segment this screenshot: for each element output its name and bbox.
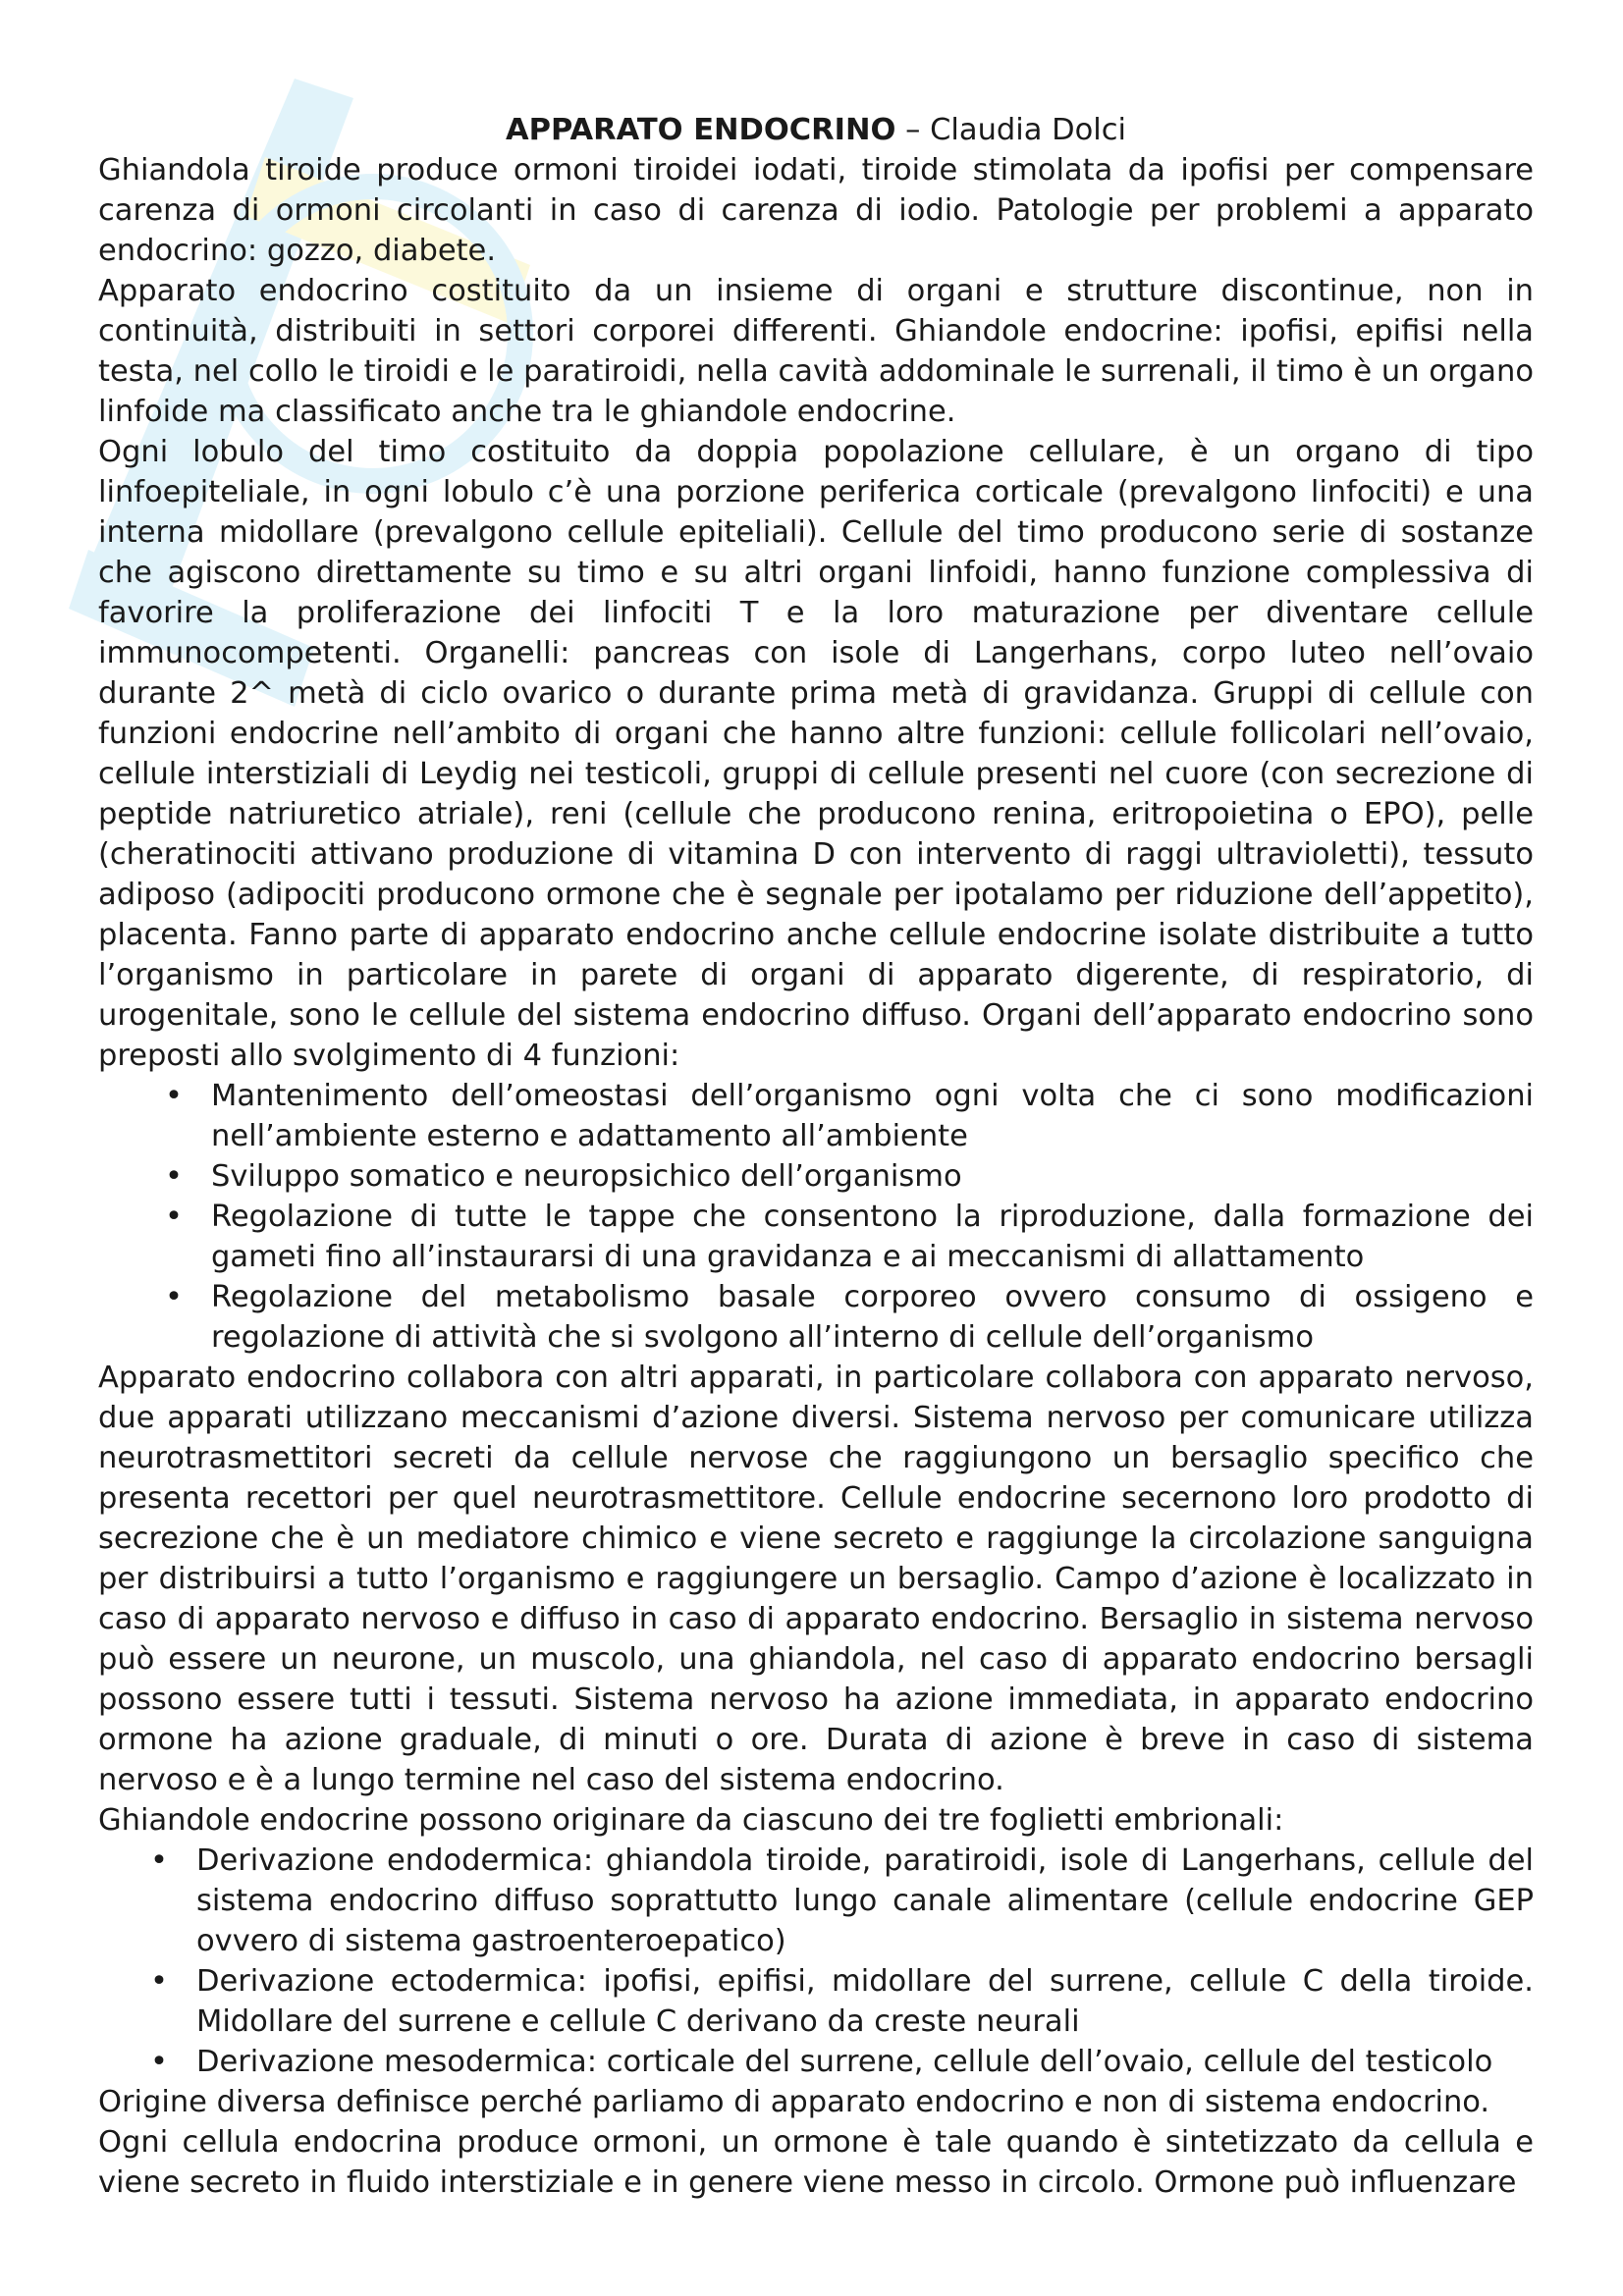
list-item <box>98 2042 1534 2082</box>
list-item <box>98 1156 1534 1197</box>
document-page <box>98 110 1534 2203</box>
list-item <box>98 1076 1534 1156</box>
bullet-icon: • <box>165 1280 183 1314</box>
list-item <box>98 1841 1534 1961</box>
list-item-text: Regolazione di tutte le tappe che consentono la riproduzione, dalla formazione dei gameti fino all’instaurarsi di una gravidanza e ai meccanismi di allattamento <box>211 1200 1534 1274</box>
bullet-icon: • <box>150 2045 168 2079</box>
paragraph-endocrine-organs: Apparato endocrino costituito da un insieme di organi e strutture discontinue, non in continuità, distribuiti in settori corporei differenti. Ghiandole endocrine: ipofisi, epifisi nella testa, nel collo le tiroidi e le paratiroidi, nella cavità addominale le surrenali, il timo è un organo linfoide ma classificato anche tra le ghiandole endocrine. <box>98 274 1534 429</box>
bullet-icon: • <box>165 1159 183 1194</box>
paragraph-thyroid-intro: Ghiandola tiroide produce ormoni tiroidei iodati, tiroide stimolata da ipofisi per compensare carenza di ormoni circolanti in caso di carenza di iodio. Patologie per problemi a apparato endocrino: gozzo, diabete. <box>98 153 1534 268</box>
title-main: APPARATO ENDOCRINO <box>506 113 896 147</box>
bullet-icon: • <box>150 1964 168 1999</box>
paragraph-origin-note: Origine diversa definisce perché parliamo di apparato endocrino e non di sistema endocrino. <box>98 2085 1490 2119</box>
list-item <box>98 1197 1534 1277</box>
bullet-icon: • <box>165 1079 183 1113</box>
list-item-text: Regolazione del metabolismo basale corporeo ovvero consumo di ossigeno e regolazione di attività che si svolgono all’interno di cellule dell’organismo <box>211 1280 1534 1355</box>
origin-list <box>98 1841 1534 2082</box>
bullet-icon: • <box>165 1200 183 1234</box>
list-item-text: Sviluppo somatico e neuropsichico dell’organismo <box>211 1159 962 1194</box>
functions-list <box>98 1076 1534 1358</box>
paragraph-thymus-cells: Ogni lobulo del timo costituito da doppia popolazione cellulare, è un organo di tipo linfoepiteliale, in ogni lobulo c’è una porzione periferica corticale (prevalgono linfociti) e una interna midollare (prevalgono cellule epiteliali). Cellule del timo producono serie di sostanze che agiscono direttamente su timo e su altri organi linfoidi, hanno funzione complessiva di favorire la proliferazione dei linfociti T e la loro maturazione per diventare cellule immunocompetenti. Organelli: pancreas con isole di Langerhans, corpo luteo nell’ovaio durante 2^ metà di ciclo ovarico o durante prima metà di gravidanza. Gruppi di cellule con funzioni endocrine nell’ambito di organi che hanno altre funzioni: cellule follicolari nell’ovaio, cellule interstiziali di Leydig nei testicoli, gruppi di cellule presenti nel cuore (con secrezione di peptide natriuretico atriale), reni (cellule che producono renina, eritropoietina o EPO), pelle (cheratinociti attivano produzione di vitamina D con intervento di raggi ultravioletti), tessuto adiposo (adipociti producono ormone che è segnale per ipotalamo per riduzione dell’appetito), placenta. Fanno parte di apparato endocrino anche cellule endocrine isolate distribuite a tutto l’organismo in particolare in parete di organi di apparato digerente, di respiratorio, di urogenitale, sono le cellule del sistema endocrino diffuso. Organi dell’apparato endocrino sono preposti allo svolgimento di 4 funzioni: <box>98 435 1534 1073</box>
title-author: – Claudia Dolci <box>895 113 1126 147</box>
list-item-text: Mantenimento dell’omeostasi dell’organismo ogni volta che ci sono modificazioni nell’ambiente esterno e adattamento all’ambiente <box>211 1079 1534 1153</box>
list-item-text: Derivazione endodermica: ghiandola tiroide, paratiroidi, isole di Langerhans, cellule del sistema endocrino diffuso soprattutto lungo canale alimentare (cellule endocrine GEP ovvero di sistema gastroenteroepatico) <box>196 1843 1534 1958</box>
paragraph-germ-layers: Ghiandole endocrine possono originare da ciascuno dei tre foglietti embrionali: <box>98 1803 1284 1838</box>
list-item <box>98 1961 1534 2042</box>
bullet-icon: • <box>150 1843 168 1878</box>
paragraph-nervous-comparison: Apparato endocrino collabora con altri apparati, in particolare collabora con apparato nervoso, due apparati utilizzano meccanismi d’azione diversi. Sistema nervoso per comunicare utilizza neurotrasmettitori secreti da cellule nervose che raggiungono un bersaglio specifico che presenta recettori per quel neurotrasmettitore. Cellule endocrine secernono loro prodotto di secrezione che è un mediatore chimico e viene secreto e raggiunge la circolazione sanguigna per distribuirsi a tutto l’organismo e raggiungere un bersaglio. Campo d’azione è localizzato in caso di apparato nervoso e diffuso in caso di apparato endocrino. Bersaglio in sistema nervoso può essere un neurone, un muscolo, una ghiandola, nel caso di apparato endocrino bersagli possono essere tutti i tessuti. Sistema nervoso ha azione immediata, in apparato endocrino ormone ha azione graduale, di minuti o ore. Durata di azione è breve in caso di sistema nervoso e è a lungo termine nel caso del sistema endocrino. <box>98 1361 1534 1797</box>
list-item-text: Derivazione ectodermica: ipofisi, epifisi, midollare del surrene, cellule C della tiroide. Midollare del surrene e cellule C derivano da creste neurali <box>196 1964 1534 2039</box>
paragraph-hormone-definition: Ogni cellula endocrina produce ormoni, un ormone è tale quando è sintetizzato da cellula e viene secreto in fluido interstiziale e in genere viene messo in circolo. Ormone può influenzare <box>98 2125 1534 2200</box>
list-item-text: Derivazione mesodermica: corticale del surrene, cellule dell’ovaio, cellule del testicolo <box>196 2045 1493 2079</box>
list-item <box>98 1277 1534 1358</box>
document-title <box>98 110 1534 150</box>
